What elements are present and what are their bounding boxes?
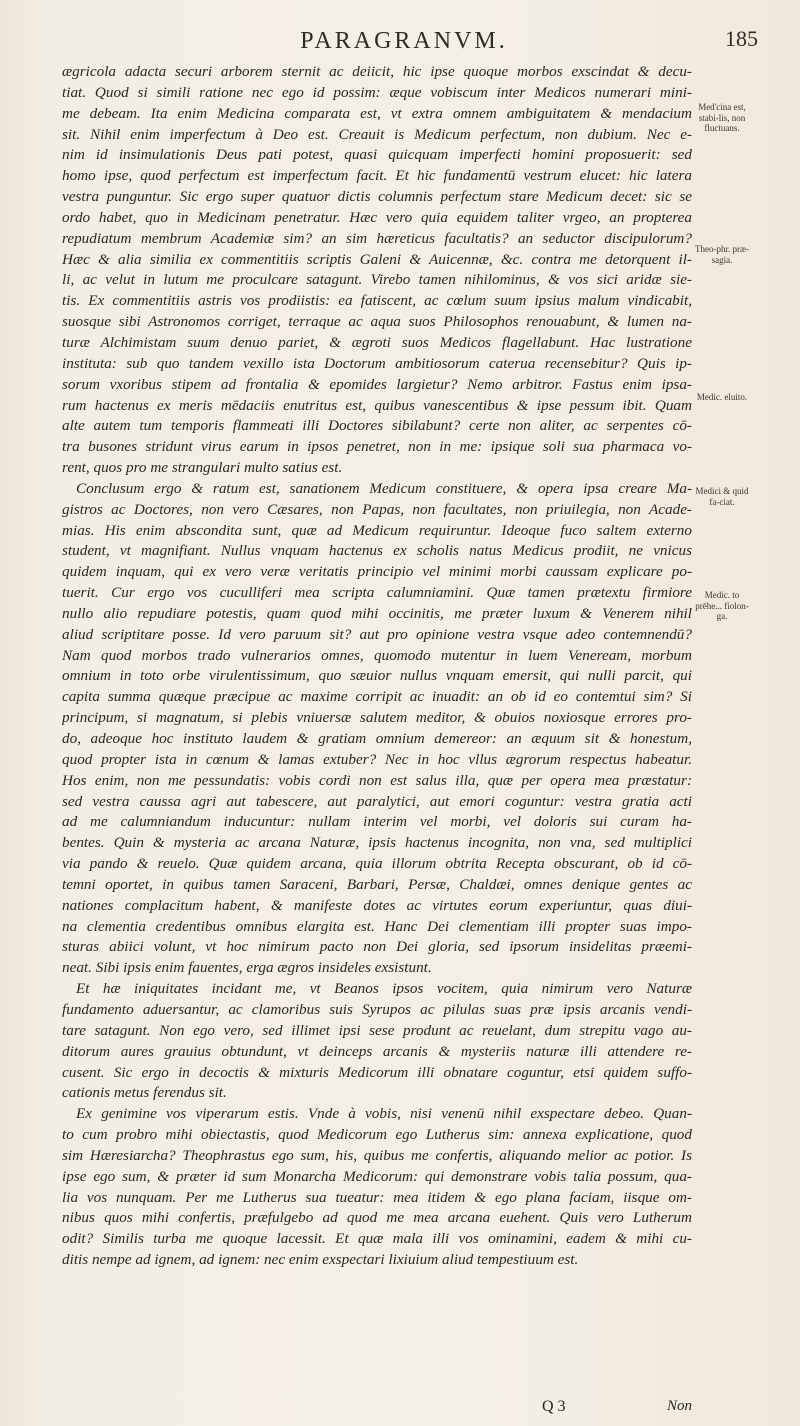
text-line: ægricola adacta securi arborem sternit ac deiicit, hic ipse quoque morbos exscindat & decu-: [62, 63, 692, 80]
text-line: odit? Similis turba me quoque lacessit. Et quæ mala illi vos ominamini, eadem & mihi cu-: [62, 1230, 692, 1248]
text-line: quidem inquam, qui ex vero veræ veritatis principio vel minimi morbi caussam explicare po-: [62, 563, 692, 581]
text-line: ditorum aures grauius obtundunt, vt deinceps arcanis & mysteriis naturæ illi attendere re-: [62, 1042, 692, 1060]
paragraph: [62, 62, 692, 479]
text-line: me debeam. Ita enim Medicina comparata est, vt extra omnem ambiguitatem & mendacium: [62, 104, 692, 122]
text-line: tra busones stridunt virus earum in ipsos penetret, non in me: ipsique soli sua pharmaca vo-: [62, 438, 692, 456]
text-line: Nam quod morbos trado vulnerarios omnes, quomodo mutentur in luem Veneream, morbum: [62, 646, 692, 664]
text-line: capita summa quæque præcipue ac maxime corripit ac inuadit: an ob id eo contemtui sim? Si: [62, 688, 692, 706]
text-line: Hos enim, non me pessundatis: vobis cordi non est salus illa, quæ per opera mea præstatur:: [62, 771, 692, 789]
text-line: vestra punguntur. Sic ergo super quatuor dictis columnis perfectum stare Medicum decet: sic se: [62, 188, 692, 206]
text-line: li, ac velut in lutum me proculcare satagunt. Virebo tamen nihilominus, & vos sici aridæ sie-: [62, 271, 692, 289]
text-line: cusent. Sic ergo in decoctis & mixturis Medicorum illi obnatare coguntur, etsi quidem suffo-: [62, 1063, 692, 1081]
text-line: repudiatum membrum Academiæ sim? an sim hæreticus facultatis? an seductor discipulorum?: [62, 229, 692, 247]
text-line: Conclusum ergo & ratum est, sanationem Medicum constituere, & opera ipsa creare Ma-: [76, 479, 692, 497]
text-line: sorum vxoribus stipem ad frontalia & epomides largietur? Nemo arbitror. Fastus enim ipsa-: [62, 375, 692, 393]
text-line: tare satagunt. Non ego vero, sed illimet ipsi sese produnt ac reuelant, dum strepitu vago au-: [62, 1021, 692, 1039]
margin-note: Med'cina est, stabi-lis, non fluctuans.: [698, 102, 746, 133]
text-line: sit. Nihil enim imperfectum à Deo est. Creauit is Medicum perfectum, non dubium. Nec e-: [62, 125, 692, 143]
text-line: tuerit. Cur ergo vos cuculliferi mea scripta calumniamini. Quæ tamen prætextu firmiore: [62, 584, 692, 602]
text-line: aliud scriptitare posse. Id vero paruum sit? aut pro opinione vestra vsque adeo contemnendū?: [62, 625, 692, 643]
text-line: rent, quos pro me strangulari multo satius est.: [62, 459, 343, 477]
text-line: neat. Sibi ipsis enim fauentes, erga ægros insideles exsistunt.: [62, 959, 432, 977]
margin-note: Medic. to prēhe... fiolon-ga.: [695, 590, 749, 621]
text-line: tiat. Quod si simili ratione nec ego id possim: æque vobiscum inter Medicos numerari mini-: [62, 83, 692, 101]
page-footer: [62, 1398, 692, 1420]
text-line: Hæc & alia similia ex commentitiis scriptis Galeni & Auicennæ, &c. contra me detorquent il-: [62, 250, 692, 268]
page-header: [50, 22, 758, 62]
text-line: sturas abiici volunt, vt hoc nimirum pacto non Dei gloria, sed ipsorum insidelitas præemi-: [62, 938, 692, 956]
text-line: fundamento aduersantur, ac clamoribus suis Syrupos ac pilulas suas præ ipsis arcanis vendi-: [62, 1000, 692, 1018]
text-line: tis. Ex commentitiis astris vos prodiistis: ea fatiscent, ac cœlum suum ipsius malum vindicabit,: [62, 292, 692, 310]
text-line: nullo alio repudiare potestis, quam quod mihi occinitis, me præter luxum & Venerem nihil: [62, 604, 692, 622]
text-line: sed vestra caussa agri aut tabescere, aut paralytici, aut emori coguntur: vestra gratia acti: [62, 792, 692, 810]
text-line: bentes. Quin & mysteria ac arcana Naturæ, ipsis hactenus incognita, non vna, sed multiplici: [62, 834, 692, 852]
text-line: nim id insimulationis Deus pati potest, quasi quicquam imperfecti homini proposuerit: sed: [62, 146, 692, 164]
text-line: lia vos nunquam. Per me Lutherus sua tueatur: mea itidem & ego plana faciam, iisque om-: [62, 1188, 692, 1206]
text-line: temni oportet, in quibus tamen Saraceni, Barbari, Persæ, Chaldæi, omnes denique gentes ac: [62, 875, 692, 893]
text-line: Et hæ iniquitates incidant me, vt Beanos ipsos vocitem, quia nimirum vero Naturæ: [76, 980, 692, 998]
text-line: alte autem tum temporis flammeati illi Doctores sibilabunt? certe non aliter, ac serpentes cō-: [62, 417, 692, 435]
text-line: quod propter ista in cœnum & lamas extuber? Nec in hoc vllus ægrorum respectus habeatur.: [62, 750, 692, 768]
text-line: instituta: sub quo tandem vexillo ista Doctorum ambitiosorum caterua recensebitur? Quis ip-: [62, 354, 692, 372]
catchword: Non: [666, 1398, 692, 1414]
text-line: rum hactenus ex meris mēdaciis enutritus est, quibus vanescentibus & ipse pessum ibit. Quam: [62, 396, 692, 414]
text-line: omnium in toto orbe virulentissimum, quo sæuior nullus vnquam emersit, qui nulli parcit, qui: [62, 667, 692, 685]
margin-note: Medici & quid fa-ciat.: [695, 486, 749, 507]
text-line: student, vt magnifiant. Nullus vnquam hactenus ex scholis natus Medicus prodiit, ne vnicus: [62, 542, 692, 560]
text-line: ad me calumniandum inducuntur: nullam interim vel morbi, vel doloris sui curam ha-: [62, 813, 692, 831]
text-line: Ex genimine vos viperarum estis. Vnde à vobis, nisi venenū nihil exspectare debeo. Quan-: [76, 1105, 692, 1123]
running-title: PARAGRANVM.: [300, 28, 508, 54]
text-line: mias. His enim abscondita sunt, quæ ad Medicum requiruntur. Ideoque fuco saltem externo: [62, 521, 692, 539]
text-line: ordo habet, quo in Medicinam penetratur. Hæc vero quia equidem taliter vrgeo, an propterea: [62, 208, 692, 226]
text-line: homo ipse, quod perfectum est imperfectum facit. Et hic fundamentū vestrum elucet: hic latera: [62, 167, 692, 185]
text-line: ipse ego sum, & præter id sum Monarcha Medicorum: qui demonstrare vobis talia possum, qua-: [62, 1167, 692, 1185]
text-line: to cum probro mihi obiectastis, quod Medicorum ego Lutherus sim: annexa explicatione, quod: [62, 1126, 692, 1144]
text-line: turæ Alchimistam suum denuo pariet, & ægroti suos Medicos flagellabunt. Hac lustratione: [62, 333, 692, 351]
text-line: via pando & reuelo. Quæ quidem arcana, quia illorum obtrita Recepta obscurant, ob id cō-: [62, 855, 692, 873]
text-line: do, adeoque hoc instituto laudem & gratiam omnium demereor: an æquum sit & honestum,: [62, 730, 692, 747]
text-line: ditis nempe ad ignem, ad ignem: nec enim exspectari lixiuium aliud tempestiuum est.: [62, 1251, 579, 1269]
paragraph: [62, 1104, 692, 1271]
text-line: nibus quos mihi confertis, præfulgebo ad quod me mea arcana euehent. Quis vero Lutherum: [62, 1209, 692, 1227]
margin-note: Medic. eluito.: [696, 392, 748, 402]
text-line: na clementia credentibus omnibus elargita est. Hanc Dei clementiam illi propter suas impo-: [62, 917, 692, 935]
text-line: sim Hæresiarcha? Theophrastus ego sum, his, quibus me confertis, aliquando melior ac potior. Is: [62, 1146, 692, 1164]
paragraph: [62, 979, 692, 1104]
signature-mark: Q 3: [542, 1398, 566, 1415]
main-text-block: [62, 62, 692, 1271]
paragraph: [62, 479, 692, 979]
margin-note: Theo-phr. præ-sagia.: [695, 244, 749, 265]
text-line: principum, si magnatum, si plebis vniuersæ salutem meditor, & obuios noxiosque errores pro-: [62, 709, 692, 727]
text-line: suosque sibi Astronomos corriget, terraque ac aqua suos Philosophos renouabunt, & lumen na-: [62, 313, 692, 331]
text-line: gistros ac Doctores, non vero Cæsares, non Papas, non facultates, non priuilegia, non Acade-: [62, 500, 692, 518]
page-number: 185: [725, 26, 758, 51]
text-line: nationes complacitum habent, & manifeste dotes ac virtutes eorum experiuntur, quas diui-: [62, 896, 692, 914]
text-line: cationis metus ferendus sit.: [62, 1084, 227, 1102]
